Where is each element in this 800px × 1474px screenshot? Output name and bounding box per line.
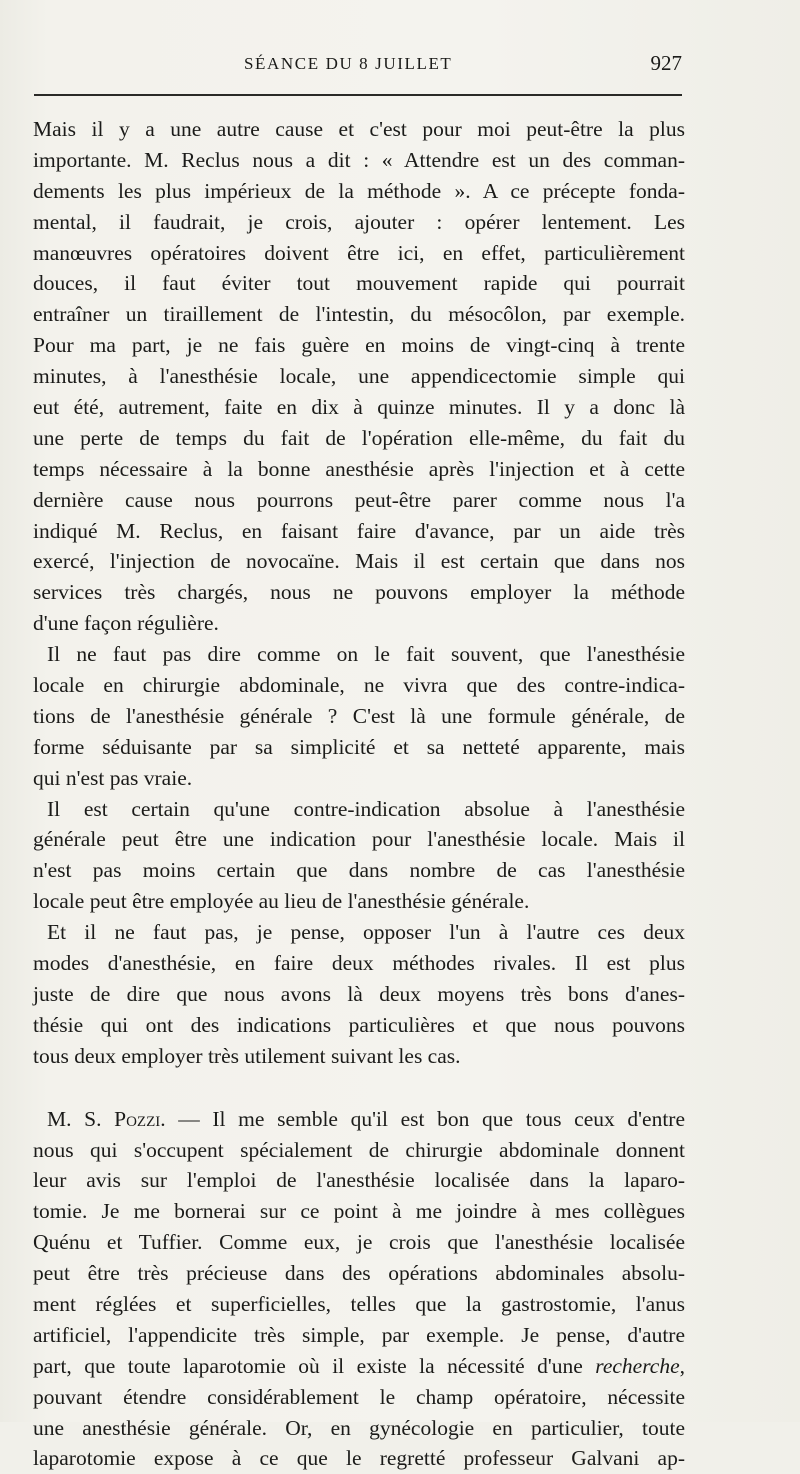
- text-line: modes d'anesthésie, en faire deux méthodes rivales. Il est plus: [33, 951, 685, 976]
- text-fragment: ,: [679, 1353, 685, 1378]
- text-line: eut été, autrement, faite en dix à quinze minutes. Il y a donc là: [33, 395, 685, 420]
- text-line: thésie qui ont des indications particulières et que nous pouvons: [33, 1012, 685, 1037]
- text-line: d'une façon régulière.: [33, 611, 219, 636]
- running-head: [0, 46, 800, 80]
- text-line-with-italic: [33, 1351, 685, 1382]
- text-line: générale peut être une indication pour l'anesthésie locale. Mais il: [33, 827, 685, 852]
- text-line: nous qui s'occupent spécialement de chirurgie abdominale donnent: [33, 1137, 685, 1162]
- speaker-line: [33, 1104, 685, 1135]
- text-line: dernière cause nous pourrons peut-être parer comme nous l'a: [33, 487, 685, 512]
- text-line: tous deux employer très utilement suivant les cas.: [33, 1043, 461, 1068]
- text-line: artificiel, l'appendicite très simple, par exemple. Je pense, d'autre: [33, 1322, 685, 1347]
- text-line: temps nécessaire à la bonne anesthésie après l'injection et à cette: [33, 456, 685, 481]
- text-line: qui n'est pas vraie.: [33, 765, 193, 790]
- text-line: exercé, l'injection de novocaïne. Mais il est certain que dans nos: [33, 549, 685, 574]
- text-line: entraîner un tiraillement de l'intestin, du mésocôlon, par exemple.: [33, 302, 685, 327]
- running-title: SÉANCE DU 8 JUILLET: [244, 54, 453, 73]
- text-line: forme séduisante par sa simplicité et sa netteté apparente, mais: [33, 734, 685, 759]
- header-rule: [34, 94, 682, 96]
- text-line: minutes, à l'anesthésie locale, une appendicectomie simple qui: [33, 364, 685, 389]
- text-line: juste de dire que nous avons là deux moyens très bons d'anes-: [33, 981, 685, 1006]
- text-line: une anesthésie générale. Or, en gynécologie en particulier, toute: [33, 1415, 685, 1440]
- text-line: Il ne faut pas dire comme on le fait souvent, que l'anesthésie: [47, 642, 685, 667]
- text-line: Quénu et Tuffier. Comme eux, je crois que l'anesthésie localisée: [33, 1230, 685, 1255]
- text-line: locale peut être employée au lieu de l'anesthésie générale.: [33, 889, 530, 914]
- italic-word: recherche: [595, 1353, 680, 1378]
- speaker-name: M. S. Pozzi.: [47, 1106, 166, 1131]
- text-line: ment réglées et superficielles, telles que la gastrostomie, l'anus: [33, 1291, 685, 1316]
- text-line: Et il ne faut pas, je pense, opposer l'un à l'autre ces deux: [47, 920, 685, 945]
- text-line: Pour ma part, je ne fais guère en moins de vingt-cinq à trente: [33, 333, 685, 358]
- text-line: leur avis sur l'emploi de l'anesthésie localisée dans la laparo-: [33, 1168, 685, 1193]
- text-line: une perte de temps du fait de l'opération elle-même, du fait du: [33, 425, 685, 450]
- text-line: laparotomie expose à ce que le regretté professeur Galvani ap-: [33, 1446, 685, 1471]
- text-line: n'est pas moins certain que dans nombre de cas l'anesthésie: [33, 858, 685, 883]
- text-line: mental, il faudrait, je crois, ajouter : opérer lentement. Les: [33, 209, 685, 234]
- text-line: pouvant étendre considérablement le champ opératoire, nécessite: [33, 1384, 685, 1409]
- text-fragment: part, que toute laparotomie où il existe la nécessité d'une: [33, 1353, 596, 1378]
- page-number: 927: [650, 51, 682, 75]
- body-text: [33, 114, 685, 1474]
- text-line: Mais il y a une autre cause et c'est pour moi peut-être la plus: [33, 117, 685, 141]
- text-line: peut être très précieuse dans des opérations abdominales absolu-: [33, 1261, 685, 1286]
- text-line: dements les plus impérieux de la méthode ». A ce précepte fonda-: [33, 178, 685, 203]
- text-line: Il est certain qu'une contre-indication absolue à l'anesthésie: [47, 796, 685, 821]
- speaker-line-text: — Il me semble qu'il est bon que tous ceux d'entre: [165, 1106, 685, 1131]
- text-line: tomie. Je me bornerai sur ce point à me joindre à mes collègues: [33, 1199, 685, 1224]
- text-line: douces, il faut éviter tout mouvement rapide qui pourrait: [33, 271, 685, 296]
- text-line: services très chargés, nous ne pouvons employer la méthode: [33, 580, 685, 605]
- text-line: manœuvres opératoires doivent être ici, en effet, particulièrement: [33, 240, 685, 265]
- text-line: importante. M. Reclus nous a dit : « Attendre est un des comman-: [33, 147, 685, 172]
- text-line: indiqué M. Reclus, en faisant faire d'avance, par un aide très: [33, 518, 685, 543]
- text-line: locale en chirurgie abdominale, ne vivra que des contre-indica-: [33, 673, 685, 698]
- text-line: tions de l'anesthésie générale ? C'est là une formule générale, de: [33, 703, 685, 728]
